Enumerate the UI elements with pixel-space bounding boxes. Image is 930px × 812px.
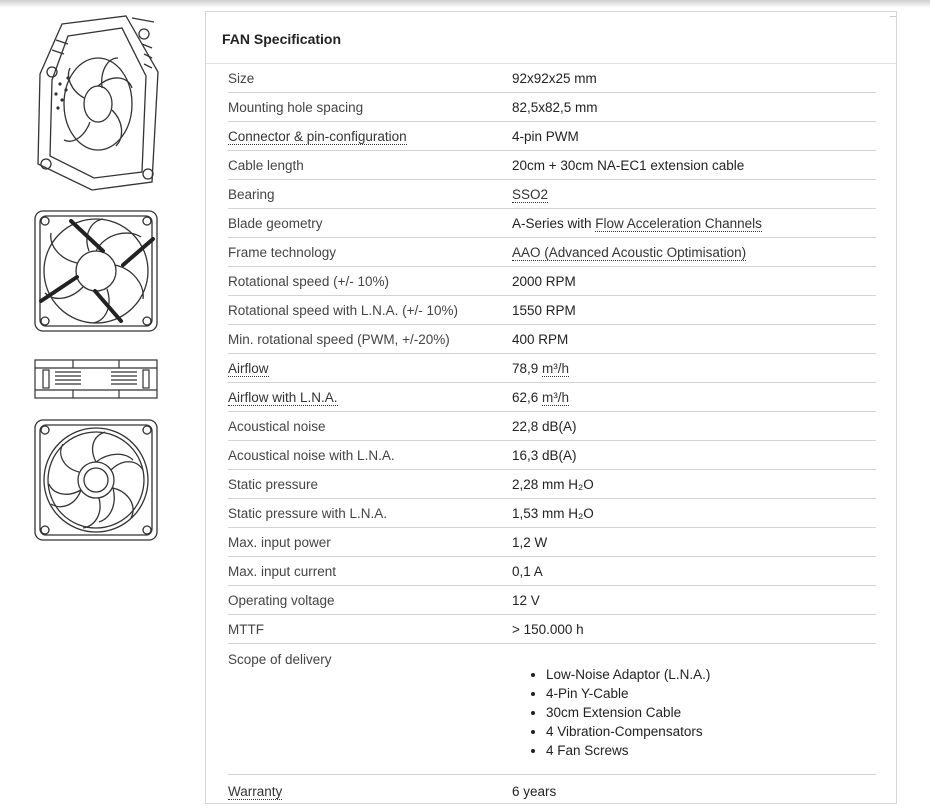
warranty-link[interactable]: Warranty [228,784,283,799]
spec-row [228,412,876,441]
spec-value: 12 V [512,593,540,608]
spec-label: Min. rotational speed (PWM, +/-20%) [228,332,450,347]
spec-label: Frame technology [228,245,337,260]
scope-item: • 30cm Extension Cable [546,703,710,722]
spec-row [228,499,876,528]
spec-label-link[interactable]: Airflow with L.N.A. [228,390,338,405]
spec-row [228,557,876,586]
spec-value-link[interactable]: m³/h [542,390,570,405]
spec-value: 22,8 dB(A) [512,419,577,434]
spec-value: 4-pin PWM [512,129,579,144]
spec-value: 82,5x82,5 mm [512,100,598,115]
spec-value: 0,1 A [512,564,543,579]
spec-label: Blade geometry [228,216,323,231]
fan-back-drawing [33,418,159,542]
spec-value: 20cm + 30cm NA-EC1 extension cable [512,158,745,173]
spec-label: Rotational speed (+/- 10%) [228,274,389,289]
spec-label: Static pressure with L.N.A. [228,506,388,521]
spec-title: FAN Specification [222,31,342,47]
spec-label: Cable length [228,158,304,173]
scope-item: • 4 Fan Screws [546,741,710,760]
spec-label: Scope of delivery [228,652,332,667]
header-corner-mark [890,16,896,17]
spec-label: Bearing [228,187,275,202]
top-shade [0,0,930,8]
spec-row [228,470,876,499]
spec-label: Size [228,71,255,86]
spec-row [228,151,876,180]
spec-label: Max. input current [228,564,337,579]
spec-row [228,93,876,122]
spec-value-link[interactable]: m³/h [542,361,570,376]
spec-row [228,528,876,557]
fan-side-drawing [33,358,159,400]
spec-label: MTTF [228,622,264,637]
spec-value: 1,2 W [512,535,548,550]
spec-row-warranty [228,775,876,804]
spec-row [228,64,876,93]
spec-value: 2000 RPM [512,274,576,289]
spec-row [228,615,876,644]
scope-item: • 4 Vibration-Compensators [546,722,710,741]
spec-value: 2,28 mm H₂O [512,477,594,492]
spec-row [228,441,876,470]
spec-label-link[interactable]: Connector & pin-configuration [228,129,407,144]
spec-value: 1550 RPM [512,303,576,318]
spec-label-link[interactable]: Airflow [228,361,269,376]
scope-item: • 4-Pin Y-Cable [546,684,710,703]
spec-value: 400 RPM [512,332,569,347]
spec-row [228,325,876,354]
spec-label: Acoustical noise [228,419,326,434]
spec-label: Operating voltage [228,593,335,608]
spec-value-text: 62,6 [512,390,543,405]
spec-label: Acoustical noise with L.N.A. [228,448,395,463]
spec-label: Max. input power [228,535,331,550]
scope-item: • Low-Noise Adaptor (L.N.A.) [546,665,710,684]
spec-value [512,216,762,231]
spec-value: 92x92x25 mm [512,71,597,86]
spec-row [228,383,876,412]
spec-row [228,180,876,209]
spec-row-scope [228,644,876,775]
spec-value [512,187,548,202]
spec-value: 6 years [512,784,557,799]
spec-value-text: 78,9 [512,361,543,376]
spec-rows [228,64,876,804]
spec-label: Static pressure [228,477,319,492]
spec-value-text: A-Series with [512,216,596,231]
spec-label: Rotational speed with L.N.A. (+/- 10%) [228,303,458,318]
spec-value: 1,53 mm H₂O [512,506,594,521]
spec-row [228,354,876,383]
spec-row [228,267,876,296]
spec-value-link[interactable]: AAO (Advanced Acoustic Optimisation) [512,245,747,260]
spec-row [228,296,876,325]
fan-perspective-drawing [32,14,160,192]
spec-header [206,12,896,64]
fan-spec-panel [205,11,897,804]
spec-row [228,209,876,238]
spec-row [228,238,876,267]
spec-row [228,586,876,615]
fan-front-drawing [33,209,159,333]
spec-value-link[interactable]: Flow Acceleration Channels [595,216,762,231]
spec-value [512,245,746,260]
spec-value: > 150.000 h [512,622,584,637]
spec-value: 16,3 dB(A) [512,448,577,463]
spec-value [512,361,569,376]
spec-value-link[interactable]: SSO2 [512,187,549,202]
spec-value [512,390,569,405]
spec-label: Mounting hole spacing [228,100,364,115]
scope-list [530,665,710,760]
spec-row [228,122,876,151]
